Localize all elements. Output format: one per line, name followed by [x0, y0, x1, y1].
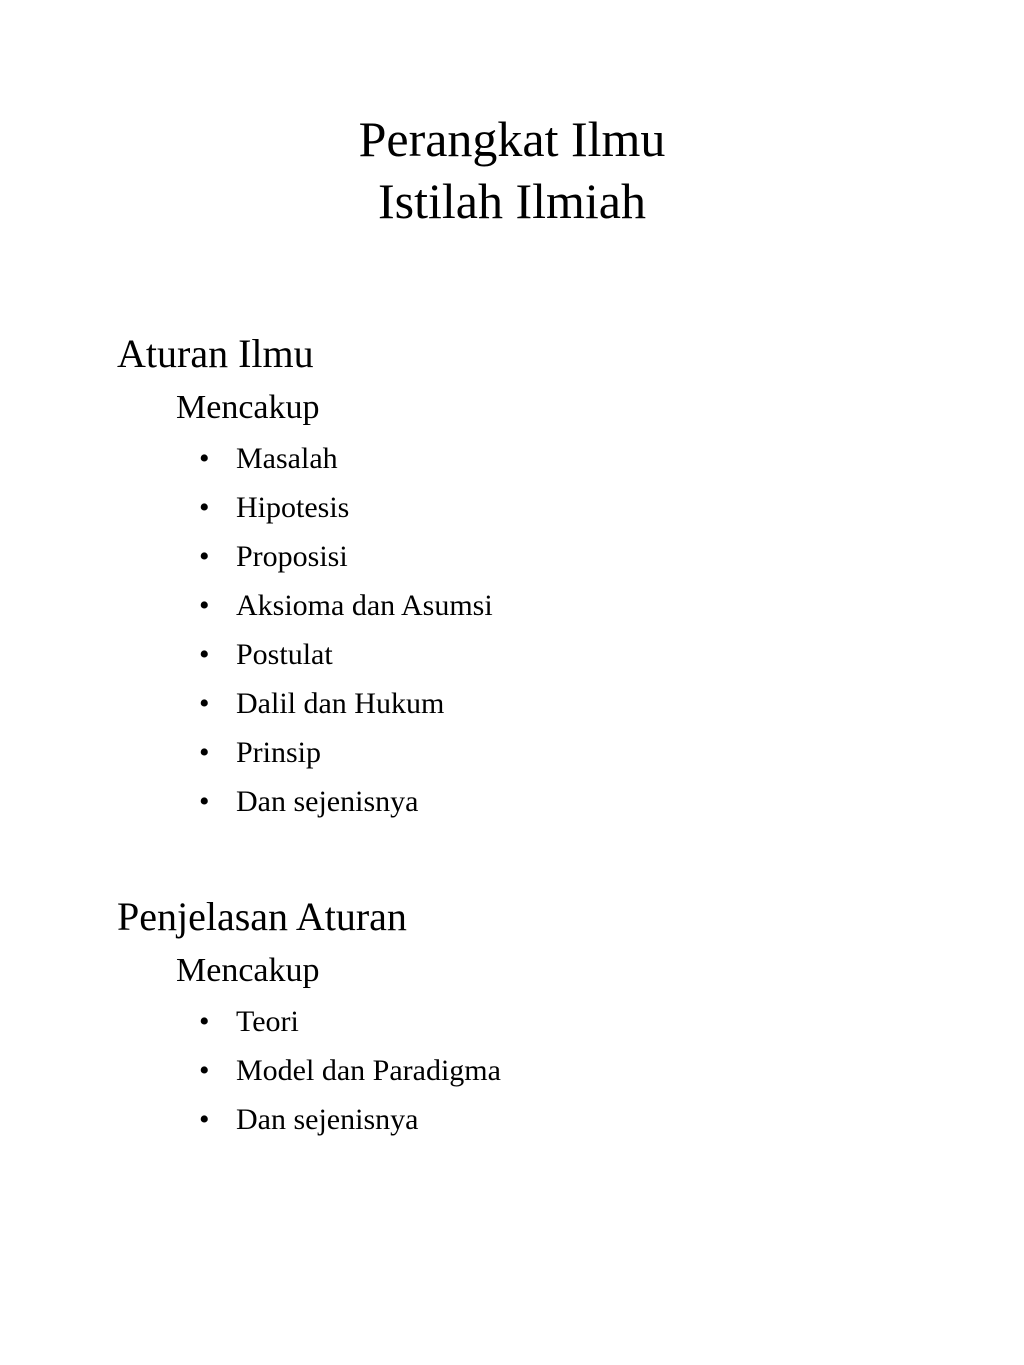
list-item: [199, 728, 493, 777]
bullet-icon: •: [199, 1054, 210, 1087]
section-aturan-ilmu: [117, 330, 493, 826]
list-item-text: Proposisi: [236, 540, 348, 573]
list-item-text: Masalah: [236, 442, 338, 475]
bullet-icon: •: [199, 736, 210, 769]
list-item: [199, 1095, 501, 1144]
title-line-1: Perangkat Ilmu: [358, 111, 666, 167]
list-item-text: Aksioma dan Asumsi: [236, 589, 493, 622]
bullet-icon: •: [199, 785, 210, 818]
list-item-text: Teori: [236, 1005, 299, 1038]
bullet-icon: •: [199, 687, 210, 720]
list-item: [199, 630, 493, 679]
section-penjelasan-aturan: [117, 893, 501, 1144]
list-item-text: Prinsip: [236, 736, 322, 769]
list-item: [199, 679, 493, 728]
bullet-icon: •: [199, 1103, 210, 1136]
list-item-text: Model dan Paradigma: [236, 1054, 501, 1087]
list-item-text: Dalil dan Hukum: [236, 687, 445, 720]
list-item: [199, 581, 493, 630]
title-line-2: Istilah Ilmiah: [378, 173, 646, 229]
section-subheading: Mencakup: [176, 952, 320, 989]
bullet-icon: •: [199, 491, 210, 524]
list-item: [199, 1046, 501, 1095]
list-item: [199, 997, 501, 1046]
list-item-text: Postulat: [236, 638, 333, 671]
bullet-icon: •: [199, 589, 210, 622]
slide-title: [0, 108, 1024, 232]
list-item-text: Dan sejenisnya: [236, 785, 419, 818]
bullet-icon: •: [199, 638, 210, 671]
bullet-icon: •: [199, 1005, 210, 1038]
bullet-icon: •: [199, 540, 210, 573]
list-item: [199, 777, 493, 826]
list-item-text: Dan sejenisnya: [236, 1103, 419, 1136]
bullet-list: [199, 434, 493, 826]
bullet-list: [199, 997, 501, 1144]
bullet-icon: •: [199, 442, 210, 475]
list-item-text: Hipotesis: [236, 491, 350, 524]
section-heading: Penjelasan Aturan: [117, 894, 407, 939]
list-item: [199, 434, 493, 483]
list-item: [199, 532, 493, 581]
list-item: [199, 483, 493, 532]
section-subheading: Mencakup: [176, 389, 320, 426]
section-heading: Aturan Ilmu: [117, 331, 314, 376]
